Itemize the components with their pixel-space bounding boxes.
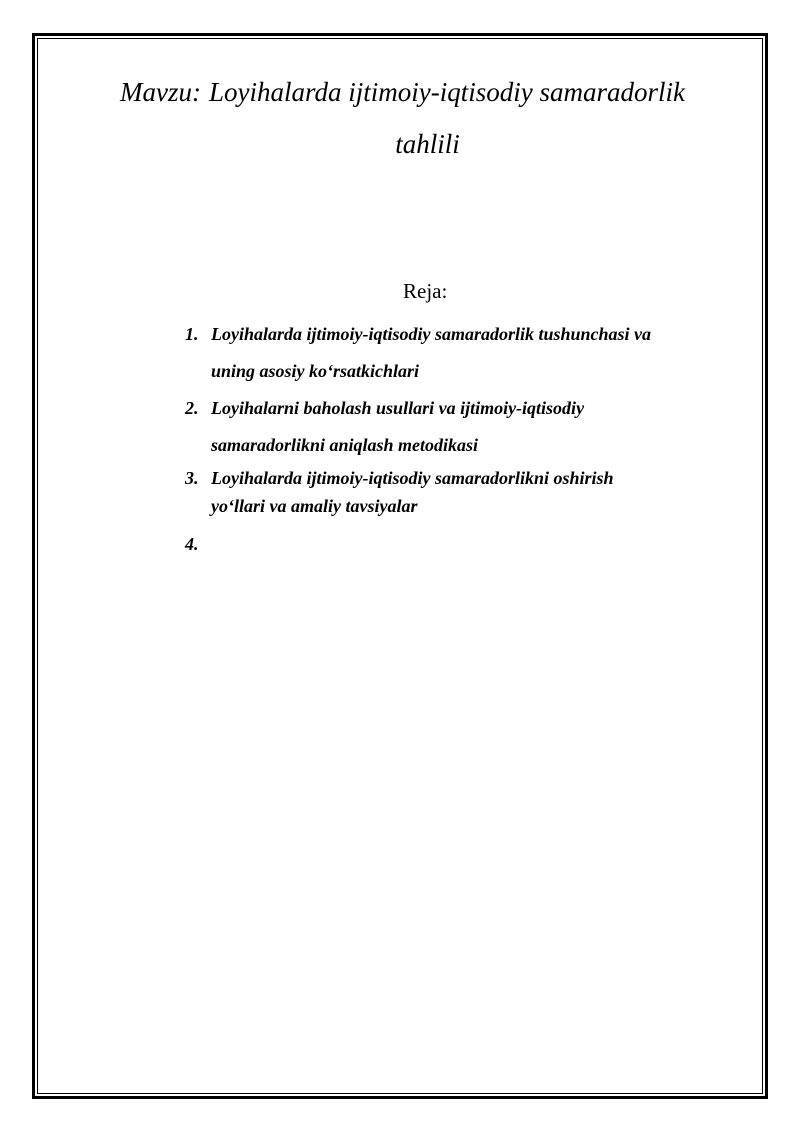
list-item <box>185 530 755 558</box>
plan-list <box>185 316 755 558</box>
list-item-number: 4. <box>185 534 199 554</box>
list-item-line: uning asosiy ko‘rsatkichlari <box>211 361 420 381</box>
list-item-number: 1. <box>185 324 199 344</box>
list-item-line: yo‘llari va amaliy tavsiyalar <box>211 496 418 516</box>
list-item-number: 2. <box>185 398 199 418</box>
topic-prefix: Mavzu: <box>120 77 201 107</box>
list-item-line: samaradorlikni aniqlash metodikasi <box>211 435 479 455</box>
list-item <box>185 464 755 520</box>
list-item-text <box>211 390 584 464</box>
list-item-number: 3. <box>185 468 199 488</box>
list-item-text <box>211 464 614 520</box>
plan-heading: Reja: <box>403 279 448 303</box>
topic-title <box>120 77 685 108</box>
list-item-line: Loyihalarni baholash usullari va ijtimoiy-iqtisodiy <box>211 398 585 418</box>
topic-title-line1: Loyihalarda ijtimoiy-iqtisodiy samaradorlik <box>208 77 685 107</box>
list-item-line: Loyihalarda ijtimoiy-iqtisodiy samaradorlik tushunchasi va <box>211 324 652 344</box>
list-item <box>185 316 755 390</box>
list-item-text <box>211 316 651 390</box>
topic-title-line2: tahlili <box>395 129 460 159</box>
list-item <box>185 390 755 464</box>
list-item-line: Loyihalarda ijtimoiy-iqtisodiy samaradorlikni oshirish <box>211 468 614 488</box>
page-border-inner <box>37 38 763 1094</box>
